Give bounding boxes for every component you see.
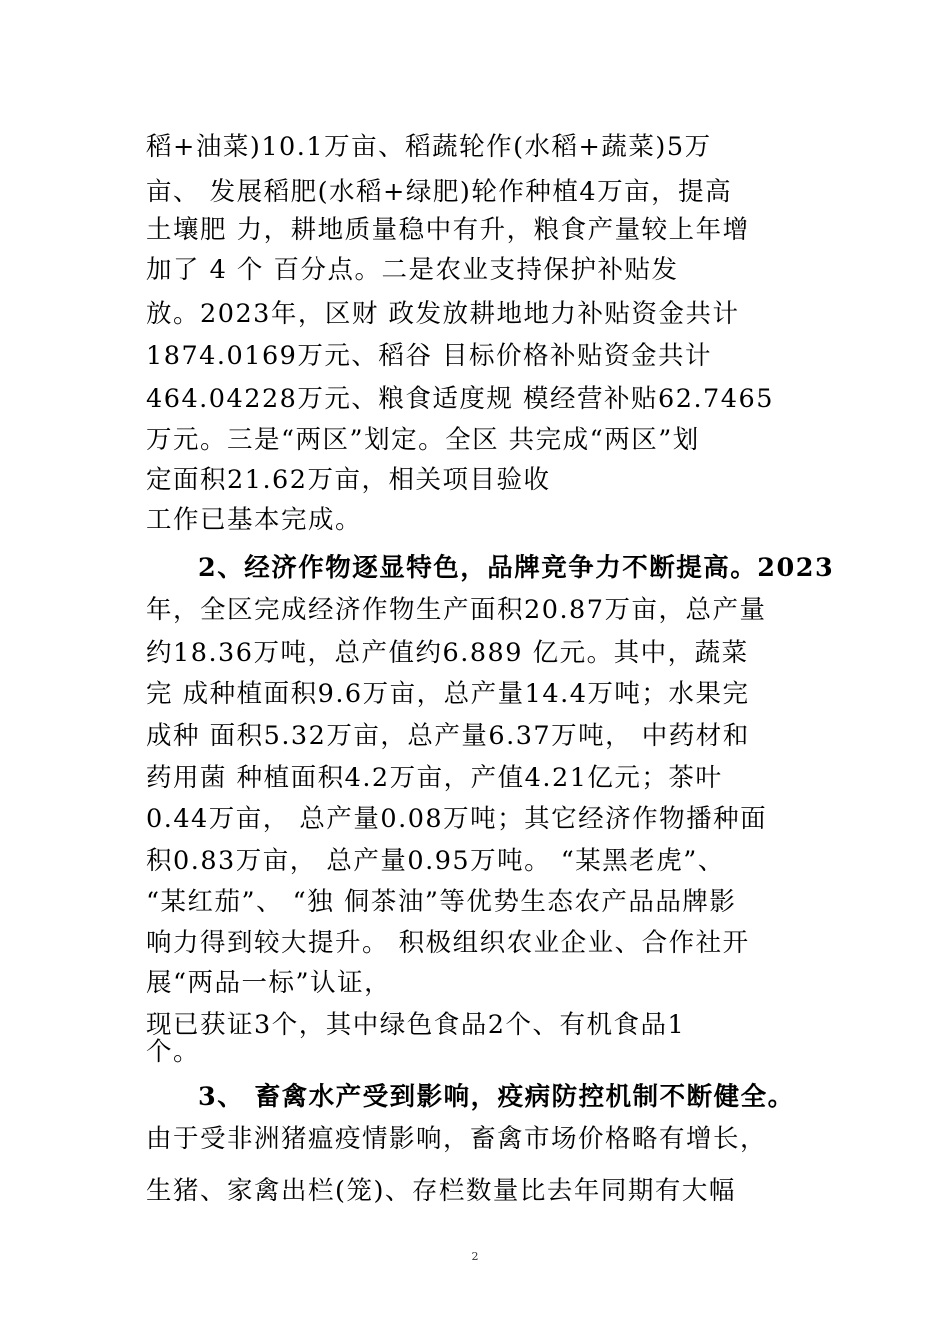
text-line: 现已获证3个，其中绿色食品2个、有机食品1 bbox=[146, 1010, 686, 1040]
text-line: 万元。三是“两区”划定。全区 共完成“两区”划 bbox=[146, 425, 700, 455]
text-line: 稻+油菜)10.1万亩、稻蔬轮作(水稻+蔬菜)5万 bbox=[146, 132, 712, 162]
text-line: 药用菌 种植面积4.2万亩，产值4.21亿元；茶叶 bbox=[146, 763, 723, 793]
text-line: 由于受非洲猪瘟疫情影响，畜禽市场价格略有增长， bbox=[146, 1124, 768, 1154]
text-line: 定面积21.62万亩，相关项目验收 bbox=[146, 465, 551, 495]
text-line: 土壤肥 力，耕地质量稳中有升，粮食产量较上年增 bbox=[146, 215, 750, 245]
text-line: 约18.36万吨，总产值约6.889 亿元。其中，蔬菜 bbox=[146, 638, 749, 668]
text-line: 生猪、家禽出栏(笼)、存栏数量比去年同期有大幅 bbox=[146, 1176, 736, 1206]
text-line: 464.04228万元、粮食适度规 模经营补贴62.7465 bbox=[146, 384, 774, 414]
text-line: 积0.83万亩， 总产量0.95万吨。 “某黑老虎”、 bbox=[146, 846, 725, 876]
text-line: “某红茄”、 “独 侗茶油”等优势生态农产品品牌影 bbox=[146, 887, 737, 917]
section-heading: 2、经济作物逐显特色，品牌竞争力不断提高。2023 bbox=[198, 553, 835, 583]
text-line: 展“两品一标”认证， bbox=[146, 968, 392, 998]
text-line: 个。 bbox=[146, 1037, 201, 1067]
text-line: 加了 4 个 百分点。二是农业支持保护补贴发 bbox=[146, 255, 679, 285]
text-line: 完 成种植面积9.6万亩，总产量14.4万吨；水果完 bbox=[146, 679, 750, 709]
text-line: 年，全区完成经济作物生产面积20.87万亩，总产量 bbox=[146, 595, 767, 625]
text-line: 放。2023年，区财 政发放耕地地力补贴资金共计 bbox=[146, 299, 740, 329]
text-line: 1874.0169万元、稻谷 目标价格补贴资金共计 bbox=[146, 341, 713, 371]
text-line: 响力得到较大提升。 积极组织农业企业、合作社开 bbox=[146, 928, 750, 958]
section-heading: 3、 畜禽水产受到影响，疫病防控机制不断健全。 bbox=[198, 1082, 795, 1112]
text-line: 成种 面积5.32万亩，总产量6.37万吨， 中药材和 bbox=[146, 721, 750, 751]
page-number: 2 bbox=[471, 1250, 479, 1263]
text-line: 工作已基本完成。 bbox=[146, 505, 363, 535]
text-line: 0.44万亩， 总产量0.08万吨；其它经济作物播种面 bbox=[146, 804, 768, 834]
text-line: 亩、 发展稻肥(水稻+绿肥)轮作种植4万亩，提高 bbox=[146, 177, 733, 207]
